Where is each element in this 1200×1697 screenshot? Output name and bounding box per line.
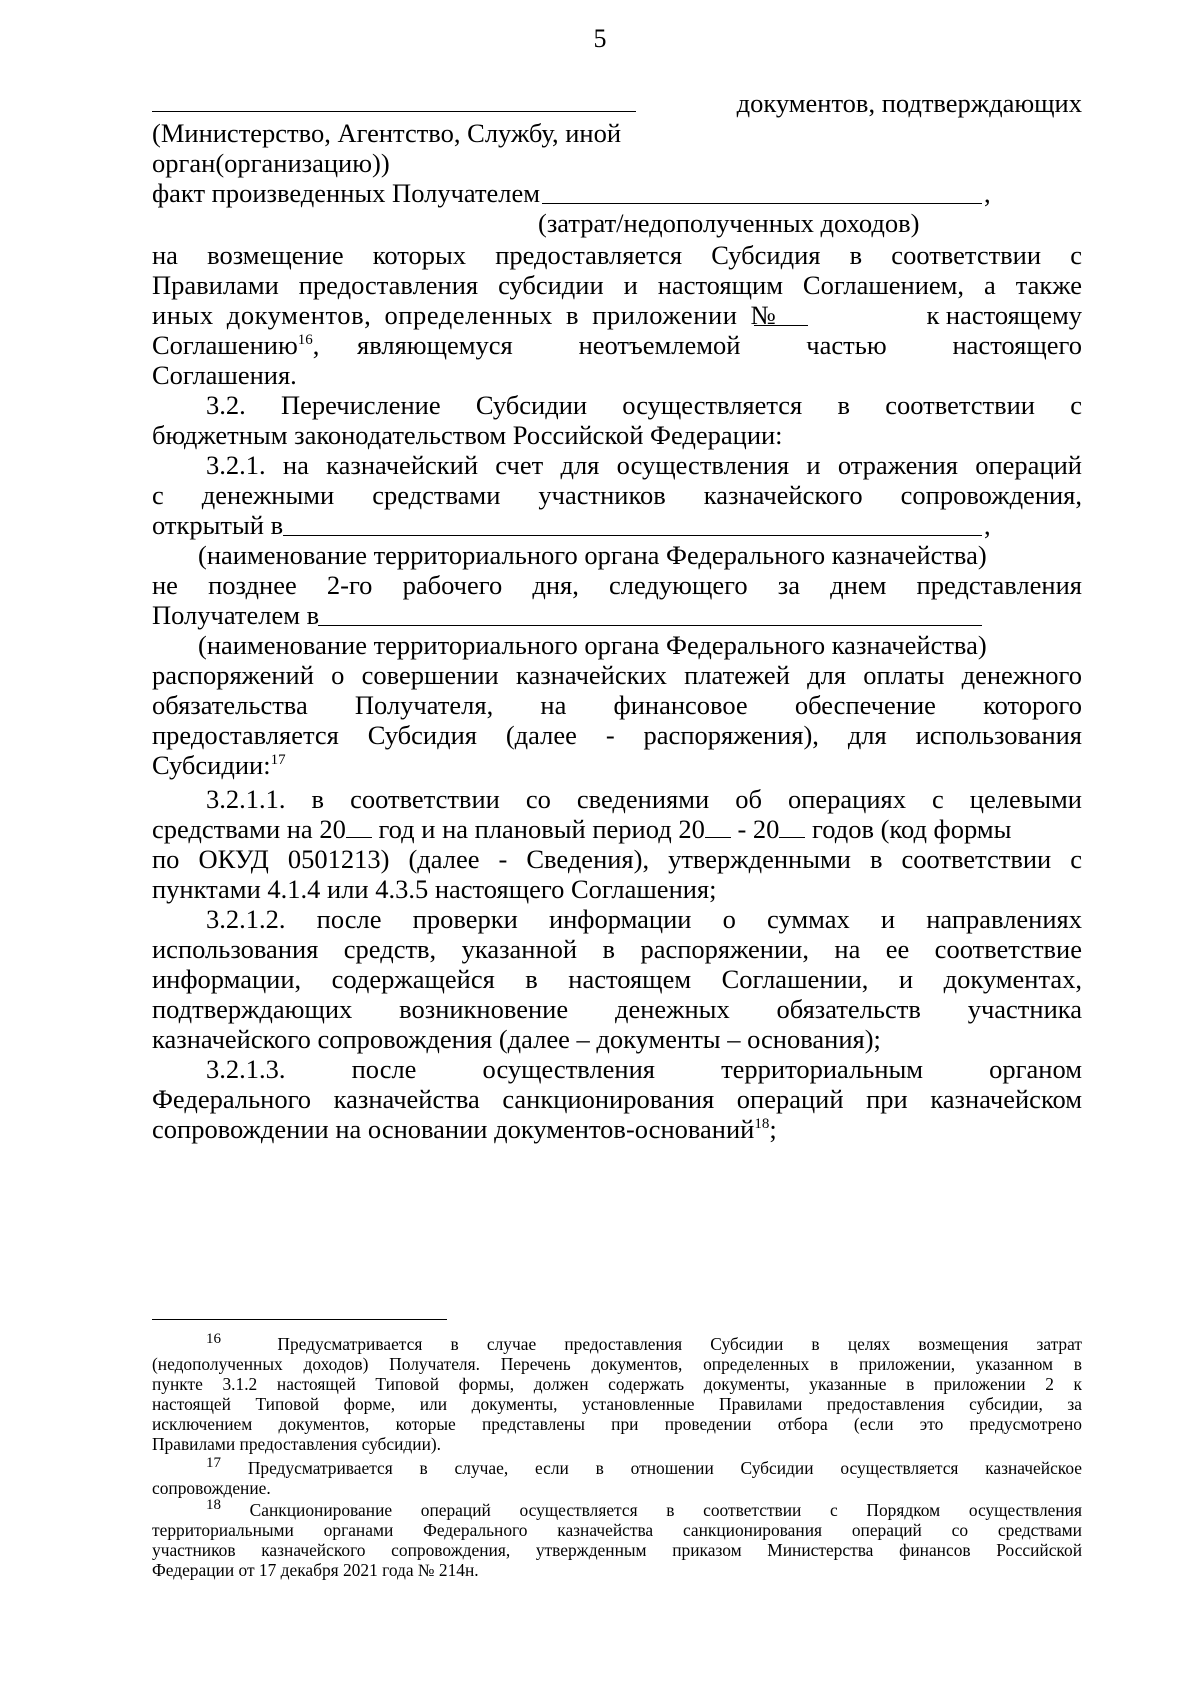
blank-line [152,87,636,112]
body-line [152,299,1082,331]
blank-line [542,179,982,204]
body-text: к настоящему [926,300,1082,330]
body-line: 3.2.1. на казначейский счет для осуществления и отражения операций [206,450,1082,480]
body-line: орган(организацию)) [152,148,390,178]
body-line [152,329,1082,361]
body-text: Соглашению$^{16}$, [152,330,320,360]
footnote-separator [152,1319,447,1320]
body-text: - 20 [730,814,780,844]
body-text: документов, подтверждающих [736,88,1082,118]
body-line: по ОКУД 0501213) (далее - Сведения), утвержденными в соответствии с [152,844,1082,874]
body-text: годов (код формы [805,814,1012,844]
footnote-line: $^{16}$ Предусматривается в случае предоставления Субсидии в целях возмещения затрат [206,1331,1082,1354]
body-line: Соглашения. [152,360,297,390]
footnote-ref: 18 [754,1116,770,1133]
body-text: год и на плановый период 20 [371,814,705,844]
body-text: открытый в [152,510,284,540]
body-text: факт произведенных Получателем [152,178,541,208]
body-line: 3.2. Перечисление Субсидии осуществляется в соответствии с [206,390,1082,420]
body-line: информации, содержащейся в настоящем Соглашении, и документах, [152,964,1082,994]
body-text: сопровождении на основании документов-оснований [152,1114,755,1144]
body-text: Субсидии: [152,750,271,780]
field-caption: (наименование территориального органа Федерального казначейства) [198,630,987,660]
body-line [152,599,1082,631]
footnote-line: территориальными органами Федерального казначейства санкционирования операций со средствами [152,1520,1082,1540]
body-line: подтверждающих возникновение денежных обязательств участника [152,994,1082,1024]
footnote-line: $^{17}$ Предусматривается в случае, если в отношении Субсидии осуществляется казначейское [206,1455,1082,1478]
footnote-marker: 18 [206,1497,221,1514]
footnote-18 [152,1497,1082,1580]
blank-line [779,813,805,838]
body-line: Федерального казначейства санкционирования операций при казначейском [152,1084,1082,1114]
body-text: Получателем в [152,600,320,630]
body-line: 3.2.1.1. в соответствии со сведениями об операциях с целевыми [206,784,1082,814]
body-line [152,749,1082,781]
footnote-line: $^{18}$ Санкционирование операций осуществляется в соответствии с Порядком осуществления [206,1497,1082,1520]
body-line: с денежными средствами участников казначейского сопровождения, [152,480,1082,510]
footnote-line: участников казначейского сопровождения, утвержденным приказом Министерства финансов Российской [152,1540,1082,1560]
footnote-16 [152,1331,1082,1454]
body-line: (Министерство, Агентство, Службу, иной [152,118,622,148]
body-text: ; [769,1114,777,1144]
blank-line [318,601,982,626]
footnote-ref: 17 [270,752,286,769]
body-text: средствами на 20 [152,814,346,844]
field-caption: (затрат/недополученных доходов) [538,208,920,238]
footnote-line: пункте 3.1.2 настоящей Типовой формы, должен содержать документы, указанные в приложении 2 к [152,1374,1082,1394]
body-line: бюджетным законодательством Российской Федерации: [152,420,783,450]
footnote-line: исключением документов, которые представлены при проведении отбора (если это предусмотрено [152,1414,1082,1434]
body-line [152,87,1082,119]
field-caption: (наименование территориального органа Федерального казначейства) [198,540,987,570]
body-text: , [984,510,991,540]
footnote-line: (недополученных доходов) Получателя. Перечень документов, определенных в приложении, указанном в [152,1354,1082,1374]
body-line: не позднее 2-го рабочего дня, следующего за днем представления [152,570,1082,600]
body-text: иных документов, определенных в приложении № [152,300,777,330]
body-line: использования средств, указанной в распоряжении, на ее соответствие [152,934,1082,964]
body-line: 3.2.1.3. после осуществления территориальным органом [206,1054,1082,1084]
page-number: 5 [593,24,607,53]
blank-line [754,301,808,326]
footnote-line: настоящей Типовой форме, или документы, установленные Правилами предоставления субсидии, за [152,1394,1082,1414]
body-line: пунктами 4.1.4 или 4.3.5 настоящего Соглашения; [152,874,717,904]
body-line: распоряжений о совершении казначейских платежей для оплаты денежного [152,660,1082,690]
body-line: на возмещение которых предоставляется Субсидия в соответствии с [152,240,1082,270]
footnote-ref: 16 [297,332,313,349]
footnote-17 [152,1455,1082,1498]
body-line [152,1113,1082,1145]
body-line [152,813,1082,845]
body-line: казначейского сопровождения (далее – документы – основания); [152,1024,881,1054]
body-line: 3.2.1.2. после проверки информации о суммах и направлениях [206,904,1082,934]
blank-line [705,813,731,838]
footnote-line: Федерации от 17 декабря 2021 года № 214н. [152,1560,479,1580]
blank-line [283,511,982,536]
body-line: обязательства Получателя, на финансовое обеспечение которого [152,690,1082,720]
footnote-marker: 17 [206,1455,221,1472]
blank-line [346,813,372,838]
body-text: , [984,178,991,208]
body-line: предоставляется Субсидия (далее - распоряжения), для использования [152,720,1082,750]
body-line [152,177,1082,209]
footnote-line: Правилами предоставления субсидии). [152,1434,442,1454]
body-line [152,509,1082,541]
footnote-marker: 16 [206,1331,221,1348]
body-line: Правилами предоставления субсидии и настоящим Соглашением, а также [152,270,1082,300]
footnote-line: сопровождение. [152,1478,271,1498]
body-text: являющемуся неотъемлемой частью настоящего [357,330,1082,360]
